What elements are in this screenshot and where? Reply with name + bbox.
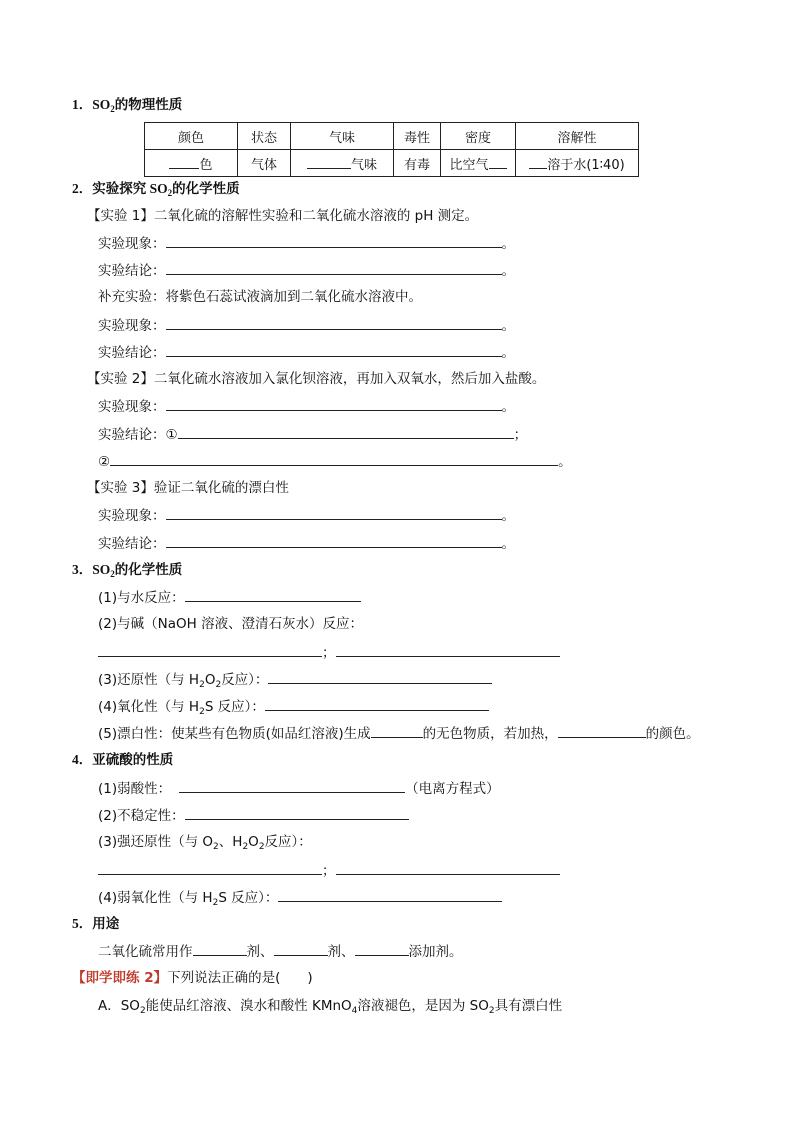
experiment-1-text: 【实验 1】二氧化硫的溶解性实验和二氧化硫水溶液的 pH 测定。 — [87, 208, 479, 224]
s3-item-3: (3)还原性（与 $H_2O_2$反应）： — [98, 670, 492, 689]
blank-density[interactable] — [489, 155, 507, 169]
blank-exp2-phenomenon[interactable] — [166, 397, 502, 411]
practice-option-a[interactable]: A．$SO_2$能使品红溶液、溴水和酸性 KMnO$_4$溶液褪色，是因为 $SO_2$具有漂白性 — [98, 998, 563, 1016]
blank-ionization-equation[interactable] — [179, 779, 405, 793]
s3-item-2-blanks: ； — [98, 643, 560, 662]
section-2-heading: 2．实验探究 $SO_2$的化学性质 — [72, 181, 240, 198]
blank-oxidizing-reaction[interactable] — [265, 697, 489, 711]
section-5-heading: 5．用途 — [72, 916, 120, 931]
supplement-experiment-text: 补充实验：将紫色石蕊试液滴加到二氧化硫水溶液中。 — [98, 289, 422, 305]
supplement-phenomenon: 实验现象： 。 — [98, 318, 515, 334]
blank-bleach-heat[interactable] — [558, 724, 646, 738]
blank-o2-reaction[interactable] — [98, 861, 322, 875]
s4-item-3: (3)强还原性（与 $O_2$、$H_2O_2$反应）： — [98, 834, 312, 852]
exp1-phenomenon: 实验现象： 。 — [98, 236, 515, 252]
cell-smell: 气味 — [291, 150, 394, 177]
exp2-conclusion-1: 实验结论：① ； — [98, 427, 528, 443]
s4-item-1: (1)弱酸性： （电离方程式） — [98, 781, 500, 797]
experiment-3-text: 【实验 3】验证二氧化硫的漂白性 — [87, 480, 289, 496]
exp2-conclusion-2: ② 。 — [98, 454, 572, 470]
blank-smell[interactable] — [307, 155, 351, 169]
blank-supplement-phenomenon[interactable] — [166, 316, 502, 330]
blank-water-reaction[interactable] — [185, 588, 361, 602]
blank-color[interactable] — [169, 155, 199, 169]
s4-item-4: (4)弱氧化性（与 $H_2S$ 反应）： — [98, 888, 502, 907]
exp3-conclusion: 实验结论： 。 — [98, 536, 515, 552]
blank-use-2[interactable] — [274, 942, 328, 956]
cell-toxicity: 有毒 — [394, 150, 441, 177]
blank-limewater-reaction[interactable] — [336, 643, 560, 657]
section-4-heading: 4．亚硫酸的性质 — [72, 752, 174, 767]
header-toxicity: 毒性 — [394, 123, 441, 150]
exp2-phenomenon: 实验现象： 。 — [98, 399, 515, 415]
section-3-heading: 3．$SO_2$的化学性质 — [72, 562, 183, 579]
cell-color: 色 — [145, 150, 238, 177]
practice-tag: 【即学即练 2】 — [72, 970, 168, 986]
supplement-conclusion: 实验结论： 。 — [98, 345, 515, 361]
practice-question: 【即学即练 2】下列说法正确的是( ) — [72, 970, 313, 986]
blank-use-3[interactable] — [355, 942, 409, 956]
exp3-phenomenon: 实验现象： 。 — [98, 508, 515, 524]
physical-properties-table — [144, 122, 639, 177]
blank-bleach-product[interactable] — [371, 724, 423, 738]
header-color: 颜色 — [145, 123, 238, 150]
header-smell: 气味 — [291, 123, 394, 150]
blank-exp2-conclusion-1[interactable] — [178, 425, 514, 439]
exp1-conclusion: 实验结论： 。 — [98, 263, 515, 279]
table-header-row — [145, 123, 639, 150]
cell-density: 比空气 — [441, 150, 516, 177]
blank-instability[interactable] — [185, 806, 409, 820]
blank-reducing-reaction[interactable] — [268, 670, 492, 684]
table-value-row — [145, 150, 639, 177]
blank-naoh-reaction[interactable] — [98, 643, 322, 657]
blank-exp1-phenomenon[interactable] — [166, 234, 502, 248]
blank-exp3-conclusion[interactable] — [166, 534, 502, 548]
blank-use-1[interactable] — [193, 942, 247, 956]
header-density: 密度 — [441, 123, 516, 150]
header-state: 状态 — [238, 123, 291, 150]
section-1-heading: 1．$SO_2$的物理性质 — [72, 97, 183, 114]
blank-exp1-conclusion[interactable] — [166, 261, 502, 275]
cell-solubility: 溶于水(1∶40) — [516, 150, 639, 177]
s3-item-1: (1)与水反应： — [98, 588, 361, 607]
blank-weak-oxidizing[interactable] — [278, 888, 502, 902]
blank-exp3-phenomenon[interactable] — [166, 506, 502, 520]
cell-state: 气体 — [238, 150, 291, 177]
experiment-2-text: 【实验 2】二氧化硫水溶液加入氯化钡溶液，再加入双氧水，然后加入盐酸。 — [87, 371, 546, 387]
s4-item-2: (2)不稳定性： — [98, 806, 409, 825]
blank-supplement-conclusion[interactable] — [166, 343, 502, 357]
s3-item-4: (4)氧化性（与 $H_2S$ 反应）： — [98, 697, 489, 716]
uses-sentence: 二氧化硫常用作 剂、 剂、 添加剂。 — [98, 944, 463, 960]
blank-h2o2-reaction[interactable] — [336, 861, 560, 875]
blank-solubility[interactable] — [529, 155, 547, 169]
blank-exp2-conclusion-2[interactable] — [110, 452, 558, 466]
s3-item-2: (2)与碱（NaOH 溶液、澄清石灰水）反应： — [98, 616, 364, 632]
header-solubility: 溶解性 — [516, 123, 639, 150]
s3-item-5: (5)漂白性：使某些有色物质(如品红溶液)生成 的无色物质，若加热， 的颜色。 — [98, 726, 700, 742]
s4-item-3-blanks: ； — [98, 861, 560, 880]
